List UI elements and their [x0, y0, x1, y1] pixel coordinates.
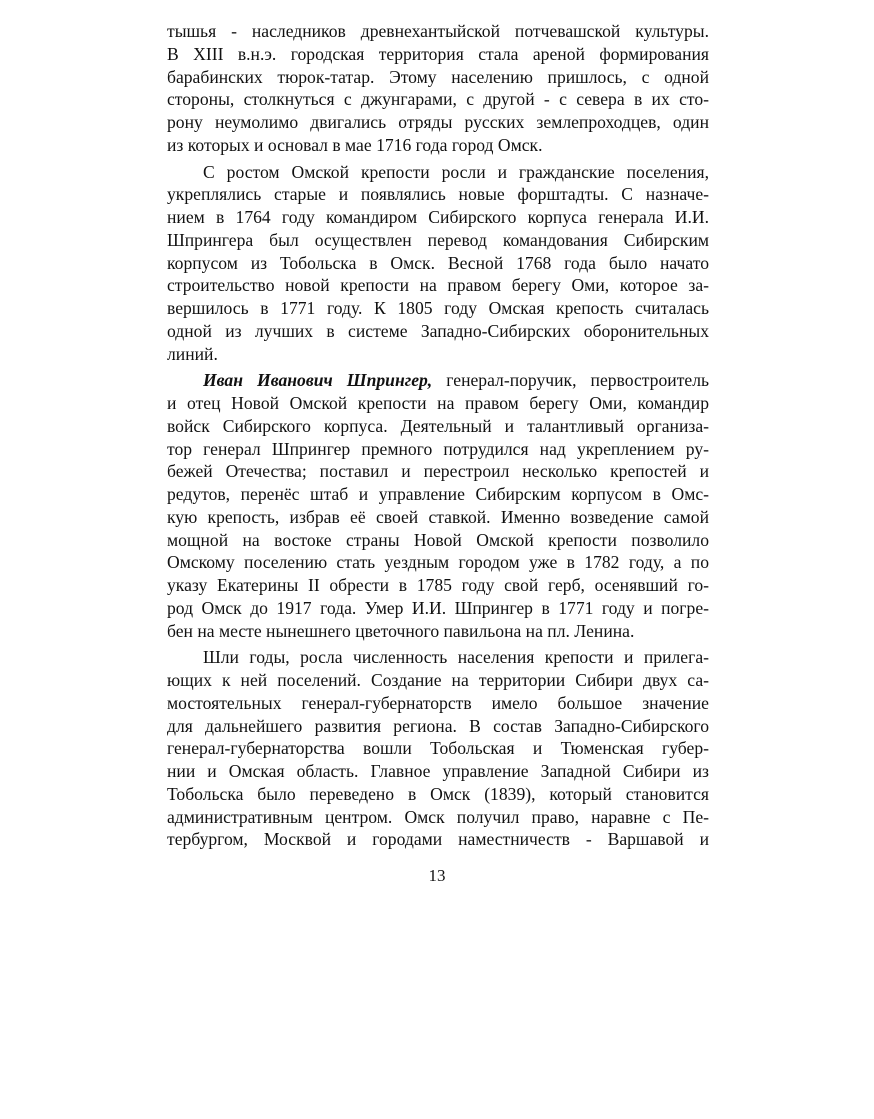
- text-fragment: генерал-поручик, первостроитель: [432, 370, 709, 391]
- text-line: вершилось в 1771 году. К 1805 году Омская крепость считалась: [167, 298, 709, 318]
- person-name: Иван Иванович Шпрингер,: [203, 370, 433, 391]
- text-line: В XIII в.н.э. городская территория стала ареной формирования: [167, 43, 709, 64]
- text-line: и отец Новой Омской крепости на правом берегу Оми, командир: [167, 393, 709, 413]
- text-line: мощной на востоке страны Новой Омской крепости позволило: [167, 529, 709, 550]
- text-line: тербургом, Москвой и городами наместничеств - Варшавой и: [167, 829, 709, 850]
- paragraph-2: [167, 161, 709, 366]
- text-line: для дальнейшего развития региона. В состав Западно-Сибирского: [167, 715, 709, 736]
- text-line: войск Сибирского корпуса. Деятельный и талантливый организа-: [167, 415, 709, 436]
- text-line: С ростом Омской крепости росли и гражданские поселения,: [203, 161, 709, 182]
- text-line: редутов, перенёс штаб и управление Сибирским корпусом в Омс-: [167, 484, 709, 504]
- text-line: Тобольска было переведено в Омск (1839), который становится: [167, 783, 709, 804]
- text-line: бен на месте нынешнего цветочного павильона на пл. Ленина.: [167, 620, 635, 641]
- text-line: нием в 1764 году командиром Сибирского корпуса генерала И.И.: [167, 207, 709, 227]
- text-line: тышья - наследников древнехантыйской потчевашской культуры.: [167, 21, 709, 41]
- text-line: укреплялись старые и появлялись новые форштадты. С назначе-: [167, 184, 709, 205]
- text-line: строительство новой крепости на правом берегу Оми, которое за-: [167, 275, 709, 296]
- text-line: род Омск до 1917 года. Умер И.И. Шпрингер в 1771 году и погре-: [167, 597, 709, 618]
- text-line: нии и Омская область. Главное управление Западной Сибири из: [167, 761, 709, 781]
- paragraph-3: [167, 369, 709, 642]
- text-line: кую крепость, избрав её своей ставкой. Именно возведение самой: [167, 506, 709, 527]
- text-line: генерал-губернаторства вошли Тобольская и Тюменская губер-: [167, 738, 709, 759]
- page-text: [167, 20, 709, 855]
- text-line: Шли годы, росла численность населения крепости и прилега-: [203, 647, 709, 668]
- text-line: линий.: [167, 343, 218, 364]
- text-line: [167, 369, 709, 392]
- text-line: Шпрингера был осуществлен перевод командования Сибирским: [167, 229, 709, 250]
- text-line: барабинских тюрок-татар. Этому населению пришлось, с одной: [167, 66, 709, 87]
- text-line: ющих к ней поселений. Создание на территории Сибири двух са-: [167, 670, 709, 690]
- text-line: Омскому поселению стать уездным городом уже в 1782 году, а по: [167, 552, 709, 573]
- text-line: тор генерал Шпрингер премного потрудился над укреплением ру-: [167, 438, 709, 459]
- text-line: одной из лучших в системе Западно-Сибирских оборонительных: [167, 320, 709, 341]
- page-number: 13: [428, 866, 446, 885]
- text-line: мостоятельных генерал-губернаторств имело большое значение: [167, 692, 709, 713]
- paragraph-4: [167, 646, 709, 851]
- text-line: стороны, столкнуться с джунгарами, с другой - с севера в их сто-: [167, 89, 709, 110]
- paragraph-1: [167, 20, 709, 157]
- text-line: из которых и основал в мае 1716 года город Омск.: [167, 134, 543, 155]
- text-line: указу Екатерины II обрести в 1785 году свой герб, осенявший го-: [167, 575, 709, 595]
- text-line: бежей Отечества; поставил и перестроил несколько крепостей и: [167, 461, 709, 482]
- text-line: рону неумолимо двигались отряды русских землепроходцев, один: [167, 112, 709, 132]
- text-line: административным центром. Омск получил право, наравне с Пе-: [167, 806, 709, 827]
- text-line: корпусом из Тобольска в Омск. Весной 1768 года было начато: [167, 252, 709, 273]
